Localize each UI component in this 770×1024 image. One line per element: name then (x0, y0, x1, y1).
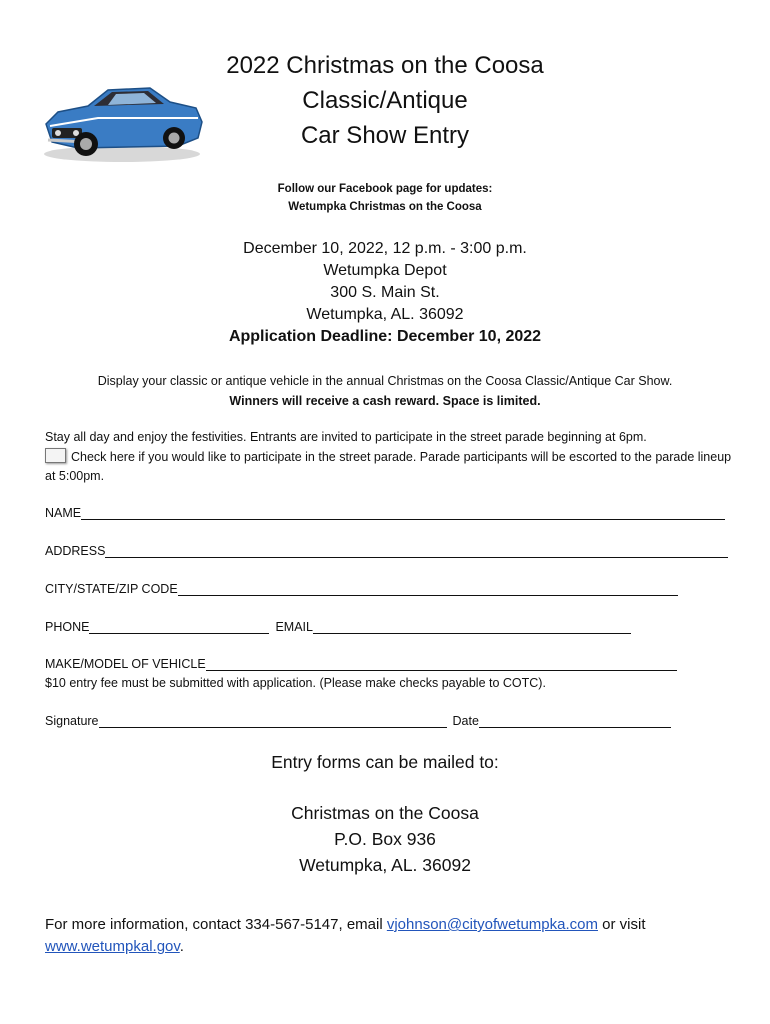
phone-input-line[interactable] (89, 619, 269, 634)
mailing-org: Christmas on the Coosa (291, 803, 479, 823)
name-label: NAME (45, 506, 82, 520)
signature-label: Signature (45, 714, 99, 728)
event-date-time: December 10, 2022, 12 p.m. - 3:00 p.m. (243, 240, 527, 257)
event-venue: Wetumpka Depot (323, 262, 447, 279)
winners-text: Winners will receive a cash reward. Space is limited. (229, 394, 541, 408)
city-state-zip-label: CITY/STATE/ZIP CODE (45, 582, 178, 596)
parade-info (45, 428, 735, 487)
date-input-line[interactable] (479, 713, 671, 728)
parade-check-row (45, 448, 735, 487)
facebook-notice (150, 180, 620, 216)
title-line: 2022 Christmas on the Coosa (226, 52, 544, 79)
address-label: ADDRESS (45, 544, 106, 558)
phone-label: PHONE (45, 620, 90, 634)
name-input-line[interactable] (81, 505, 725, 520)
stay-text: Stay all day and enjoy the festivities. Entrants are invited to participate in the street parade beginning at 6pm. (45, 430, 647, 444)
contact-suffix: . (179, 938, 184, 955)
city-state-zip-input-line[interactable] (178, 581, 678, 596)
page-title (150, 48, 620, 153)
website-link[interactable]: www.wetumpkal.gov (45, 938, 180, 955)
facebook-line: Follow our Facebook page for updates: (277, 183, 493, 195)
entry-fee-note: $10 entry fee must be submitted with application. (Please make checks payable to COTC). (45, 676, 546, 690)
address-input-line[interactable] (105, 543, 728, 558)
contact-prefix: For more information, contact 334-567-5147, email (45, 916, 387, 933)
mailing-city: Wetumpka, AL. 36092 (299, 855, 471, 875)
vehicle-field (45, 656, 677, 671)
contact-middle: or visit (598, 916, 646, 933)
title-line: Classic/Antique (302, 87, 468, 114)
parade-check-text: Check here if you would like to participate in the street parade. Parade participants will be escorted to the parade lineup at 5:00pm. (45, 449, 732, 483)
description (40, 371, 730, 411)
phone-email-field (45, 619, 631, 634)
email-input-line[interactable] (313, 619, 631, 634)
mailing-po-box: P.O. Box 936 (334, 829, 436, 849)
display-text: Display your classic or antique vehicle in the annual Christmas on the Coosa Classic/Antique Car Show. (97, 374, 673, 388)
signature-input-line[interactable] (99, 713, 447, 728)
application-deadline: Application Deadline: December 10, 2022 (228, 328, 542, 345)
vehicle-label: MAKE/MODEL OF VEHICLE (45, 657, 206, 671)
name-field (45, 505, 725, 520)
contact-info (45, 914, 735, 958)
email-label: EMAIL (275, 620, 313, 634)
mailing-address (150, 800, 620, 878)
date-label: Date (452, 714, 479, 728)
vehicle-input-line[interactable] (206, 656, 677, 671)
city-state-zip-field (45, 581, 678, 596)
address-field (45, 543, 728, 558)
parade-checkbox[interactable] (45, 448, 66, 463)
event-city: Wetumpka, AL. 36092 (306, 306, 464, 323)
facebook-page-name: Wetumpka Christmas on the Coosa (288, 201, 482, 213)
email-link[interactable]: vjohnson@cityofwetumpka.com (386, 916, 598, 933)
signature-date-field (45, 713, 671, 728)
event-street: 300 S. Main St. (330, 284, 440, 301)
title-line: Car Show Entry (300, 122, 470, 149)
event-details (150, 238, 620, 348)
mailing-heading: Entry forms can be mailed to: (271, 752, 499, 772)
